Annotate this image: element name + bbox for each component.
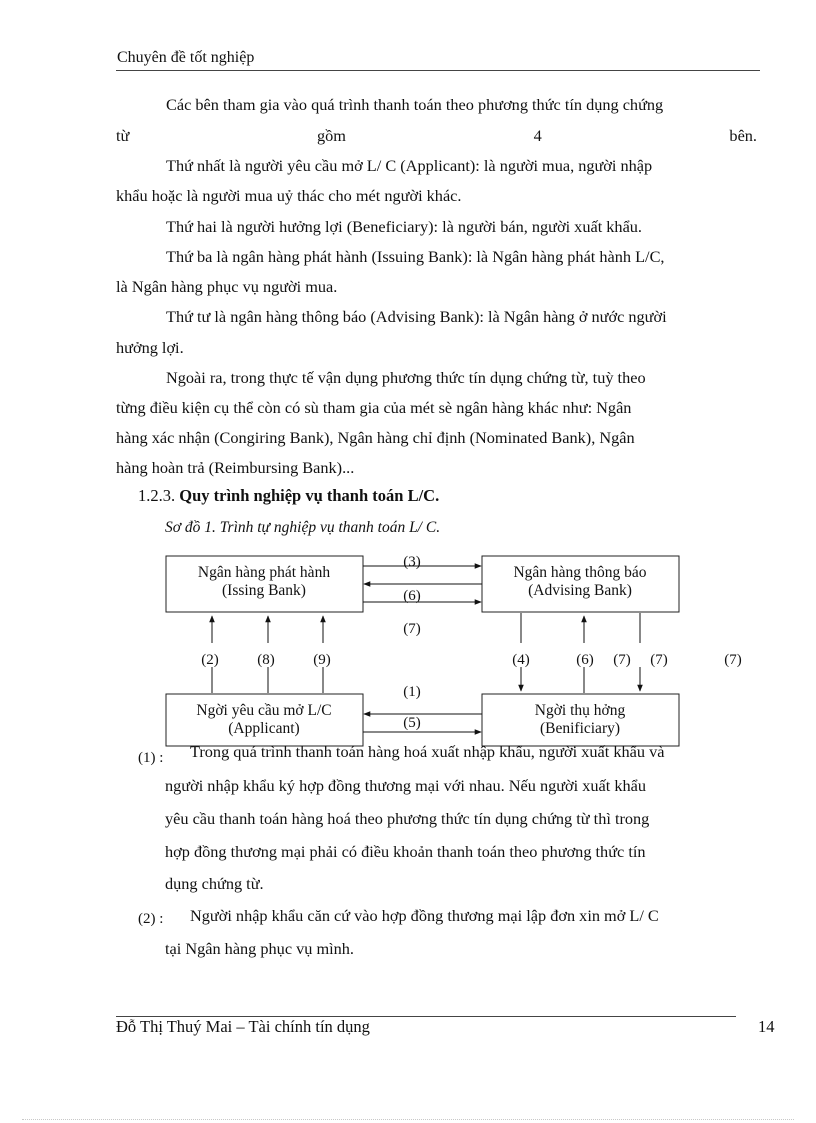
justified-word: bên. bbox=[729, 126, 757, 145]
issuing-bank-english: (Issing Bank) bbox=[222, 582, 306, 599]
step-label: (3) bbox=[403, 554, 421, 570]
step-1-line-3: yêu cầu thanh toán hàng hoá theo phương thức tín dụng chứng từ thì trong bbox=[165, 809, 650, 828]
step-label: (1) bbox=[403, 684, 421, 700]
applicant-name: Ngời yêu cầu mở L/C bbox=[196, 702, 332, 719]
issuing-bank-name: Ngân hàng phát hành bbox=[197, 564, 331, 581]
step-label: (2) bbox=[201, 652, 219, 668]
justified-word: từ bbox=[116, 126, 130, 145]
step-2-line-2: tại Ngân hàng phục vụ mình. bbox=[165, 939, 355, 958]
paragraph-1-line-1: Các bên tham gia vào quá trình thanh toán theo phương thức tín dụng chứng bbox=[166, 95, 664, 114]
step-label: (6) bbox=[576, 652, 594, 668]
applicant-english: (Applicant) bbox=[228, 720, 300, 737]
paragraph-5-line-1: Thứ tư là ngân hàng thông báo (Advising Bank): là Ngân hàng ở nước người bbox=[166, 307, 667, 326]
justified-word: gồm bbox=[317, 126, 346, 145]
paragraph-4-line-1: Thứ ba là ngân hàng phát hành (Issuing Bank): là Ngân hàng phát hành L/C, bbox=[166, 247, 665, 266]
step-label: (7) bbox=[403, 621, 421, 637]
step-1-line-5: dụng chứng từ. bbox=[165, 874, 264, 893]
beneficiary-english: (Benificiary) bbox=[539, 720, 621, 737]
paragraph-6-line-2: từng điều kiện cụ thể còn có sù tham gia của mét sè ngân hàng khác như: Ngân bbox=[116, 398, 632, 417]
step-label: (6) bbox=[403, 588, 421, 604]
page-number: 14 bbox=[758, 1017, 775, 1036]
step-1-line-4: hợp đồng thương mại phải có điều khoản thanh toán theo phương thức tín bbox=[165, 842, 646, 861]
section-title: Quy trình nghiệp vụ thanh toán L/C. bbox=[179, 486, 440, 505]
paragraph-6-line-3: hàng xác nhận (Congiring Bank), Ngân hàng chỉ định (Nominated Bank), Ngân bbox=[116, 428, 635, 447]
paragraph-2-line-2: khẩu hoặc là người mua uỷ thác cho mét người khác. bbox=[116, 186, 462, 205]
step-2-marker: (2) : bbox=[138, 911, 164, 927]
step-label: (7) bbox=[613, 652, 631, 668]
step-1-line-1: Trong quá trình thanh toán hàng hoá xuất nhập khẩu, người xuất khẩu và bbox=[190, 742, 665, 761]
step-label: (7) bbox=[724, 652, 742, 668]
page-break-line bbox=[22, 1119, 794, 1120]
section-number: 1.2.3. bbox=[138, 486, 176, 505]
advising-bank-name: Ngân hàng thông báo bbox=[513, 564, 647, 581]
step-label: (8) bbox=[257, 652, 275, 668]
step-2-line-1: Người nhập khẩu căn cứ vào hợp đồng thương mại lập đơn xin mở L/ C bbox=[190, 906, 659, 925]
step-1-marker: (1) : bbox=[138, 750, 164, 766]
advising-bank-english: (Advising Bank) bbox=[528, 582, 632, 599]
paragraph-6-line-1: Ngoài ra, trong thực tế vận dụng phương thức tín dụng chứng từ, tuỳ theo bbox=[166, 368, 646, 387]
step-label: (5) bbox=[403, 715, 421, 731]
diagram-caption: Sơ đồ 1. Trình tự nghiệp vụ thanh toán L/ C. bbox=[165, 519, 441, 536]
footer-author: Đỗ Thị Thuý Mai – Tài chính tín dụng bbox=[116, 1017, 370, 1036]
step-label: (7) bbox=[650, 652, 668, 668]
beneficiary-name: Ngời thụ hởng bbox=[534, 702, 626, 719]
paragraph-5-line-2: hưởng lợi. bbox=[116, 338, 184, 357]
paragraph-4-line-2: là Ngân hàng phục vụ người mua. bbox=[116, 277, 338, 296]
paragraph-3: Thứ hai là người hưởng lợi (Beneficiary): là người bán, người xuất khẩu. bbox=[166, 217, 643, 236]
justified-word: 4 bbox=[533, 126, 542, 145]
paragraph-6-line-4: hàng hoàn trả (Reimbursing Bank)... bbox=[116, 458, 355, 477]
step-label: (4) bbox=[512, 652, 530, 668]
step-label: (9) bbox=[313, 652, 331, 668]
paragraph-2-line-1: Thứ nhất là người yêu cầu mở L/ C (Applicant): là người mua, người nhập bbox=[166, 156, 653, 175]
step-1-line-2: người nhập khẩu ký hợp đồng thương mại với nhau. Nếu người xuất khẩu bbox=[165, 776, 647, 795]
running-header: Chuyên đề tốt nghiệp bbox=[117, 49, 255, 66]
